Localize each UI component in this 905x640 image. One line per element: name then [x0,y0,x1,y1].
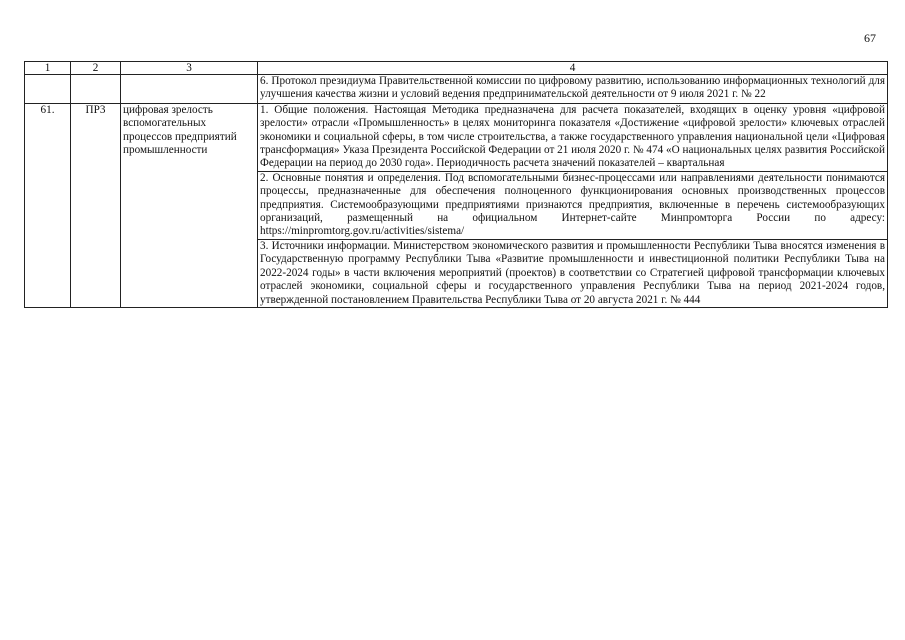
indicators-table [24,61,888,308]
table-row-continued [25,75,888,104]
header-col-1: 1 [25,62,71,75]
continued-cell-3 [121,75,258,104]
indicator-name: цифровая зрелость вспомогательных процессов предприятий промышленности [121,103,258,307]
continued-cell-2 [71,75,121,104]
methodology-section-1: 1. Общие положения. Настоящая Методика предназначена для расчета показателей, входящих в оценку уровня «цифровой зрелости» отрасли «Промышленность» в целях мониторинга показателя «Достижение «цифровой зрелости» ключевых отраслей экономики и социальной сферы, в том числе строительства, а также государственного управления национальной цели «Цифровая трансформация» Указа Президента Российской Федерации от 21 июля 2020 г. № 474 «О национальных целях развития Российской Федерации на период до 2030 года». Периодичность расчета значений показателей – квартальная [258,103,888,171]
continued-description: 6. Протокол президиума Правительственной комиссии по цифровому развитию, использованию информационных технологий для улучшения качества жизни и условий ведения предпринимательской деятельности от 9 июля 2021 г. № 22 [258,75,888,104]
table-row-61 [25,103,888,171]
header-col-2: 2 [71,62,121,75]
continued-cell-1 [25,75,71,104]
row-number: 61. [25,103,71,307]
header-col-3: 3 [121,62,258,75]
header-col-4: 4 [258,62,888,75]
methodology-section-2: 2. Основные понятия и определения. Под вспомогательными бизнес-процессами или направлениями деятельности понимаются процессы, предназначенные для обеспечения полноценного функционирования основных производственных процессов предприятия. Системообразующими предприятиями признаются предприятия, включенные в перечень системообразующих организаций, размещенный на официальном Интернет-сайте Минпромторга России по адресу: https://minpromtorg.gov.ru/activities/sistema/ [258,171,888,239]
indicator-code: ПР3 [71,103,121,307]
page-number: 67 [864,31,876,45]
methodology-section-3: 3. Источники информации. Министерством экономического развития и промышленности Республики Тыва вносятся изменения в Государственную программу Республики Тыва «Развитие промышленности и инвестиционной политики Республики Тыва на 2022-2024 годы» в части включения мероприятий (проектов) в соответствии со Стратегией цифровой трансформации ключевых отраслей экономики, социальной сферы и государственного управления Республики Тыва на период 2021-2024 годов, утвержденной постановлением Правительства Республики Тыва от 20 августа 2021 г. № 444 [258,239,888,307]
table-header-row [25,62,888,75]
